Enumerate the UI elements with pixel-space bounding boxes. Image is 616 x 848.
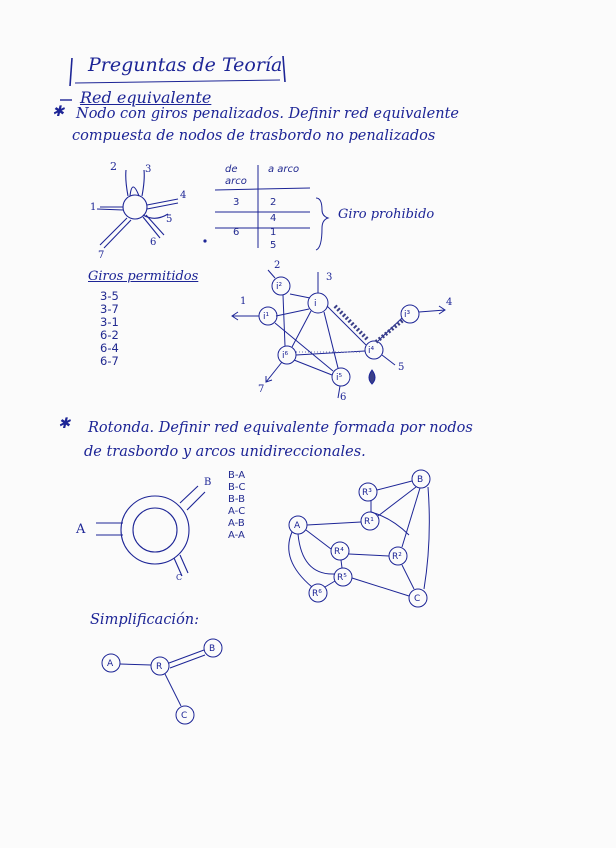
net-label-6: 6 — [340, 392, 347, 403]
allowed-turns-list — [100, 290, 119, 368]
q2-node-A: A — [294, 521, 301, 531]
node-i3: i³ — [404, 310, 411, 320]
roundabout-sketch — [96, 486, 205, 576]
page-title: Preguntas de Teoría — [88, 54, 283, 76]
sk-label-2: 2 — [110, 160, 117, 173]
intersection-sketch — [97, 170, 178, 248]
table-row-3-to: 1 — [270, 227, 277, 238]
net-label-1: 1 — [240, 296, 247, 307]
sk-label-1: 1 — [90, 202, 97, 213]
table-row-1-from: 3 — [233, 197, 240, 208]
q2-node-R2: R² — [392, 552, 402, 562]
allowed-turn: 6-4 — [100, 341, 119, 355]
table-header-from: de arco — [225, 164, 247, 187]
q2-node-C: C — [414, 594, 421, 604]
net-label-2: 2 — [274, 260, 281, 271]
roundabout-turn: A-C — [228, 506, 246, 517]
net-label-7: 7 — [258, 384, 265, 395]
rb-label-A: A — [76, 522, 86, 537]
roundabout-turn: B-B — [228, 494, 245, 505]
net-label-5: 5 — [398, 362, 405, 373]
node-i6: i⁶ — [282, 351, 289, 361]
title-underline — [75, 80, 280, 83]
q2-node-R3: R³ — [362, 488, 372, 498]
q1-line2: compuesta de nodos de trasbordo no penalizados — [72, 128, 436, 144]
sk-label-7: 7 — [98, 250, 105, 261]
node-i1: i¹ — [263, 312, 270, 322]
roundabout-turn: B-A — [228, 470, 246, 481]
allowed-turn: 3-1 — [100, 315, 119, 329]
roundabout-turn: B-C — [228, 482, 246, 493]
sk-label-3: 3 — [145, 164, 152, 175]
simplification-title: Simplificación: — [90, 612, 200, 628]
simplified-network — [102, 639, 222, 724]
allowed-turn: 3-5 — [100, 289, 119, 303]
q2-line1: Rotonda. Definir red equivalente formada por nodos — [88, 420, 473, 436]
rb-label-C: C — [176, 573, 183, 582]
q2-node-R4: R⁴ — [334, 547, 344, 557]
q2-node-B: B — [417, 475, 424, 485]
q2-node-R1: R¹ — [364, 517, 374, 527]
q1-marker: ✱ — [52, 104, 65, 120]
node-i5: i⁵ — [336, 373, 343, 383]
allowed-turn: 3-7 — [100, 302, 119, 316]
q2-line2: de trasbordo y arcos unidireccionales. — [84, 444, 366, 460]
node-i2: i² — [276, 282, 283, 292]
table-row-2-to: 4 — [270, 213, 277, 224]
simp-node-B: B — [209, 644, 216, 654]
simp-node-C: C — [181, 711, 188, 721]
simp-node-R: R — [156, 662, 163, 672]
q1-line1: Nodo con giros penalizados. Definir red equivalente — [76, 106, 459, 122]
simp-node-A: A — [107, 659, 114, 669]
sk-label-5: 5 — [166, 214, 173, 225]
node-i4: i⁴ — [368, 346, 375, 356]
title-bar-left — [70, 58, 72, 86]
sk-label-6: 6 — [150, 237, 157, 248]
roundabout-turn: A-B — [228, 518, 245, 529]
table-row-3-from: 6 — [233, 227, 240, 238]
q2-node-R5: R⁵ — [337, 573, 347, 583]
sk-label-4: 4 — [180, 190, 187, 201]
section-title: Red equivalente — [80, 88, 212, 107]
allowed-turn: 6-7 — [100, 354, 119, 368]
table-row-4-to: 5 — [270, 240, 277, 251]
allowed-turns-title: Giros permitidos — [88, 269, 199, 284]
roundabout-turns-list — [228, 470, 245, 542]
q2-network — [289, 470, 430, 607]
q2-marker: ✱ — [58, 416, 71, 432]
table-header-to: a arco — [268, 164, 300, 175]
forbidden-turn-label: Giro prohibido — [338, 207, 435, 222]
net-label-3: 3 — [326, 272, 333, 283]
allowed-turn: 6-2 — [100, 328, 119, 342]
rb-label-B: B — [204, 477, 212, 488]
title-bar-right — [283, 56, 285, 82]
q2-node-R6: R⁶ — [312, 589, 322, 599]
roundabout-turn: A-A — [228, 530, 245, 541]
net-label-4: 4 — [446, 297, 453, 308]
node-i: i — [314, 299, 317, 309]
table-row-1-to: 2 — [270, 197, 277, 208]
